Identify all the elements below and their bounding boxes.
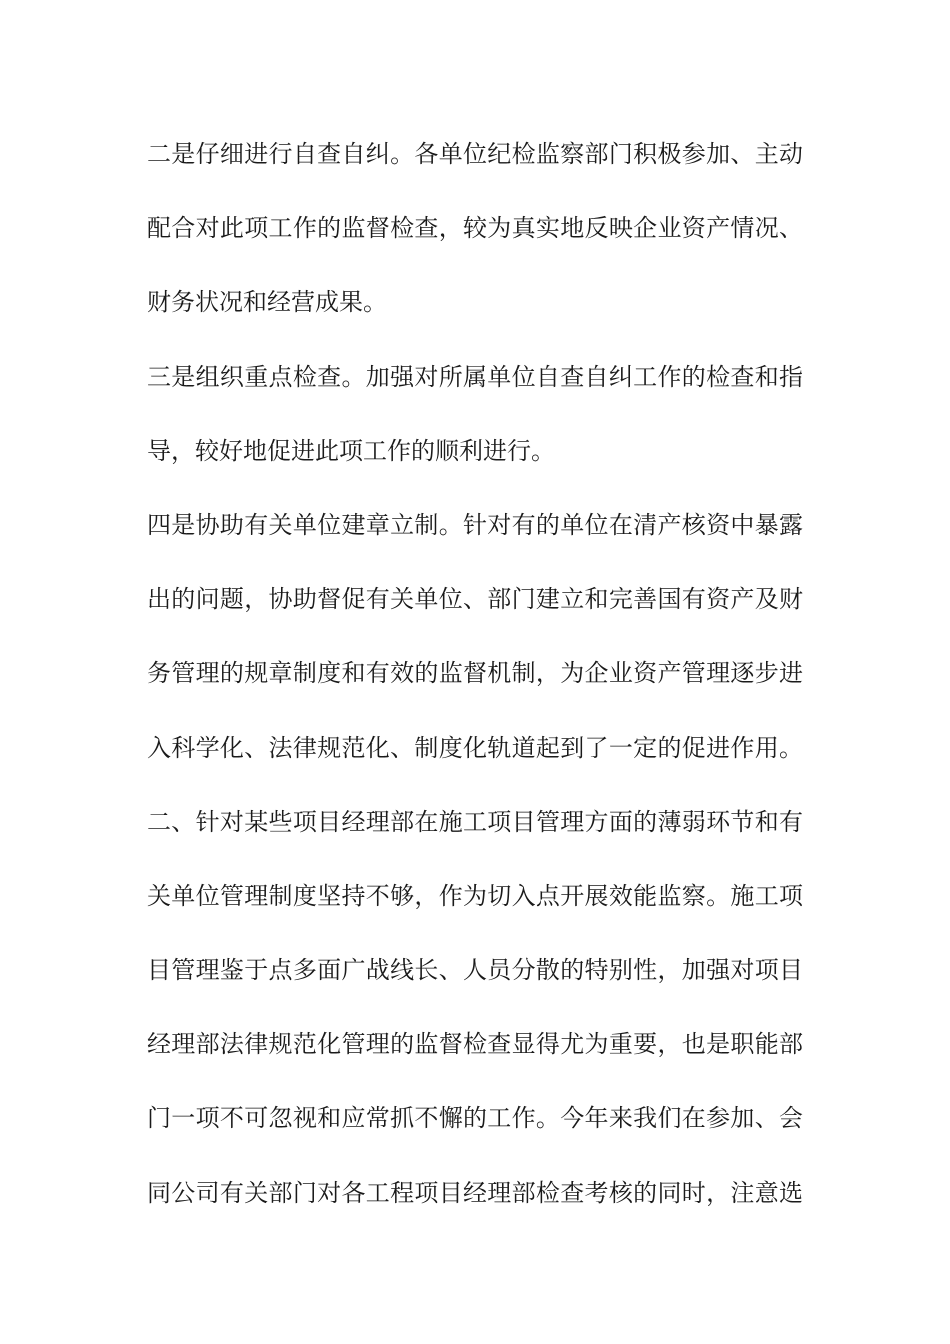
text-line: 配合对此项工作的监督检查，较为真实地反映企业资产情况、 [147,214,803,243]
text-line: 务管理的规章制度和有效的监督机制，为企业资产管理逐步进 [147,659,803,688]
text-line: 目管理鉴于点多面广战线长、人员分散的特别性，加强对项目 [147,956,803,985]
text-line: 关单位管理制度坚持不够，作为切入点开展效能监察。施工项 [147,881,803,910]
text-line: 门一项不可忽视和应常抓不懈的工作。今年来我们在参加、会 [147,1104,803,1133]
document-body [147,132,807,1245]
text-line: 财务状况和经营成果。 [147,288,387,317]
text-line: 经理部法律规范化管理的监督检查显得尤为重要，也是职能部 [147,1030,803,1059]
text-line: 导，较好地促进此项工作的顺利进行。 [147,436,555,465]
text-line: 入科学化、法律规范化、制度化轨道起到了一定的促进作用。 [147,733,803,762]
text-line: 二是仔细进行自查自纠。各单位纪检监察部门积极参加、主动 [147,140,803,168]
text-line: 三是组织重点检查。加强对所属单位自查自纠工作的检查和指 [147,362,803,391]
text-line: 同公司有关部门对各工程项目经理部检查考核的同时，注意选 [147,1178,803,1207]
text-line: 四是协助有关单位建章立制。针对有的单位在清产核资中暴露 [147,510,803,539]
text-line: 二、针对某些项目经理部在施工项目管理方面的薄弱环节和有 [147,807,803,836]
text-line: 出的问题，协助督促有关单位、部门建立和完善国有资产及财 [147,585,803,614]
